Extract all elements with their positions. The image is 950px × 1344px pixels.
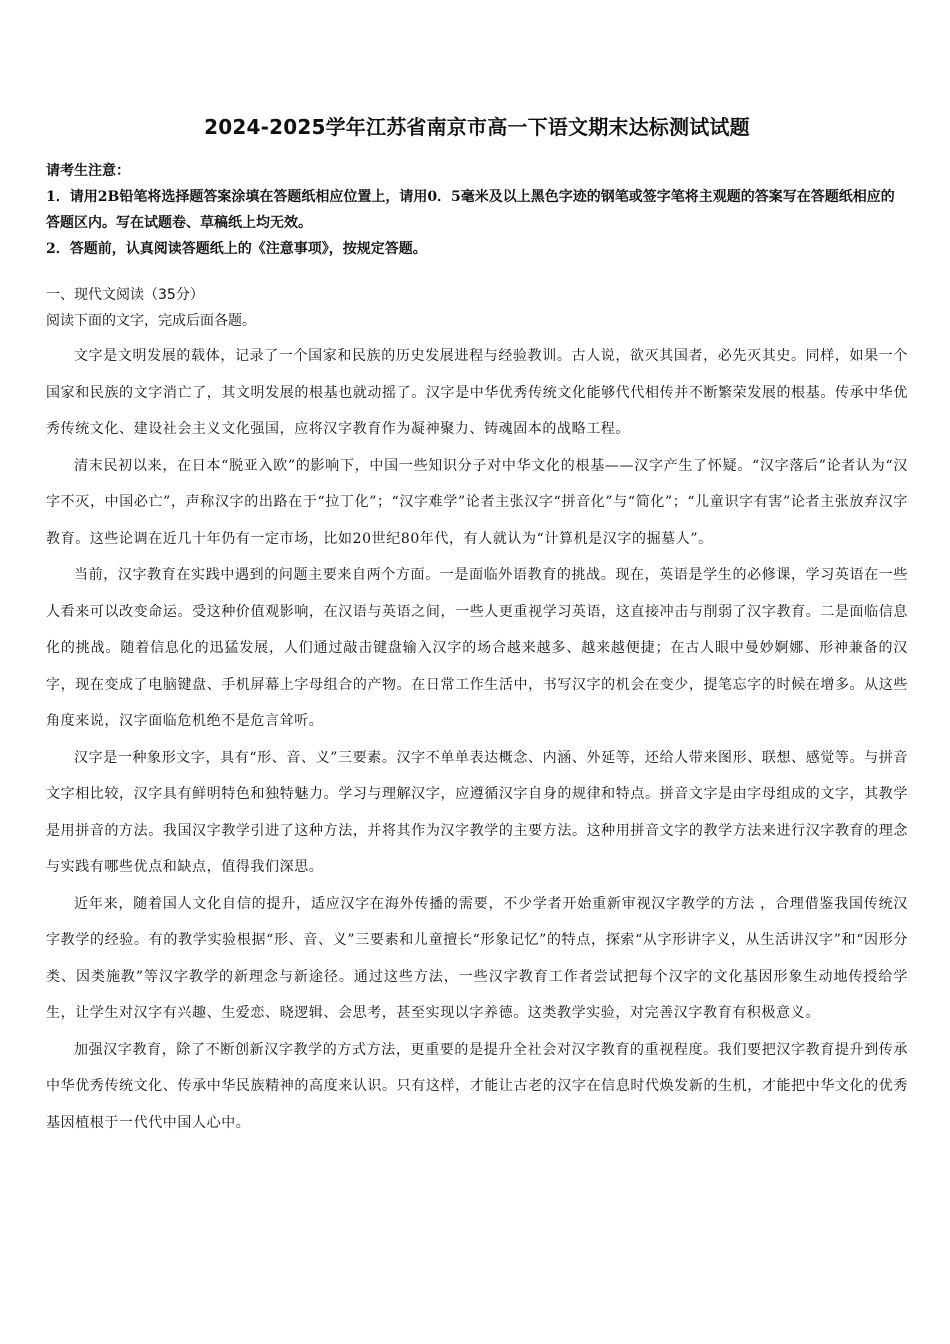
notice-heading: 请考生注意： <box>46 163 130 179</box>
exam-page <box>46 110 908 1141</box>
passage-paragraph: 近年来，随着国人文化自信的提升，适应汉字在海外传播的需要，不少学者开始重新审视汉字教学的方法 ，合理借鉴我国传统汉字教学的经验。有的教学实验根据“形、音、义”三要素和儿童擅长“形象记忆”的特点，探索“从字形讲字义，从生活讲汉字”和“因形分类、因类施教”等汉字教学的新理念与新途径。通过这些方法，一些汉字教育工作者尝试把每个汉字的文化基因形象生动地传授给学生，让学生对汉字有兴趣、生爱恋、晓逻辑、会思考，甚至实现以字养德。这类教学实验，对完善汉字教育有积极意义。 <box>46 895 908 1021</box>
notice-item-1: 1．请用2B铅笔将选择题答案涂填在答题纸相应位置上，请用0．5毫米及以上黑色字迹的钢笔或签字笔将主观题的答案写在答题纸相应的答题区内。写在试题卷、草稿纸上均无效。 <box>46 189 895 231</box>
reading-passage <box>46 338 908 1141</box>
passage-paragraph: 汉字是一种象形文字，具有“形、音、义”三要素。汉字不单单表达概念、内涵、外延等，还给人带来图形、联想、感觉等。与拼音文字相比较，汉字具有鲜明特色和独特魅力。学习与理解汉字，应遵循汉字自身的规律和特点。拼音文字是由字母组成的文字，其教学是用拼音的方法。我国汉字教学引进了这种方法，并将其作为汉字教学的主要方法。这种用拼音文字的教学方法来进行汉字教育的理念与实践有哪些优点和缺点，值得我们深思。 <box>46 749 908 875</box>
notice-item-2: 2．答题前，认真阅读答题纸上的《注意事项》，按规定答题。 <box>46 241 427 257</box>
passage-paragraph: 清末民初以来，在日本“脱亚入欧”的影响下，中国一些知识分子对中华文化的根基——汉字产生了怀疑。“汉字落后”论者认为“汉字不灭，中国必亡”，声称汉字的出路在于“拉丁化”；“汉字难学”论者主张汉字“拼音化”与“简化”；“儿童识字有害”论者主张放弃汉字教育。这些论调在近几十年仍有一定市场，比如20世纪80年代，有人就认为“计算机是汉字的掘墓人”。 <box>46 457 908 547</box>
reading-instruction: 阅读下面的文字，完成后面各题。 <box>46 313 256 329</box>
exam-title: 2024-2025学年江苏省南京市高一下语文期末达标测试试题 <box>204 115 750 139</box>
candidate-notice <box>46 158 908 262</box>
section-heading: 一、现代文阅读（35分） <box>46 287 204 303</box>
passage-paragraph: 当前，汉字教育在实践中遇到的问题主要来自两个方面。一是面临外语教育的挑战。现在，英语是学生的必修课，学习英语在一些人看来可以改变命运。受这种价值观影响，在汉语与英语之间，一些人更重视学习英语，这直接冲击与削弱了汉字教育。二是面临信息化的挑战。随着信息化的迅猛发展，人们通过敲击键盘输入汉字的场合越来越多、越来越便捷；在古人眼中曼妙婀娜、形神兼备的汉字，现在变成了电脑键盘、手机屏幕上字母组合的产物。在日常工作生活中，书写汉字的机会在变少，提笔忘字的时候在增多。从这些角度来说，汉字面临危机绝不是危言耸听。 <box>46 567 908 729</box>
passage-paragraph: 加强汉字教育，除了不断创新汉字教学的方式方法，更重要的是提升全社会对汉字教育的重视程度。我们要把汉字教育提升到传承中华优秀传统文化、传承中华民族精神的高度来认识。只有这样，才能让古老的汉字在信息时代焕发新的生机，才能把中华文化的优秀基因植根于一代代中国人心中。 <box>46 1041 908 1131</box>
passage-paragraph: 文字是文明发展的载体，记录了一个国家和民族的历史发展进程与经验教训。古人说，欲灭其国者，必先灭其史。同样，如果一个国家和民族的文字消亡了，其文明发展的根基也就动摇了。汉字是中华优秀传统文化能够代代相传并不断繁荣发展的根基。传承中华优秀传统文化、建设社会主义文化强国，应将汉字教育作为凝神聚力、铸魂固本的战略工程。 <box>46 348 908 437</box>
